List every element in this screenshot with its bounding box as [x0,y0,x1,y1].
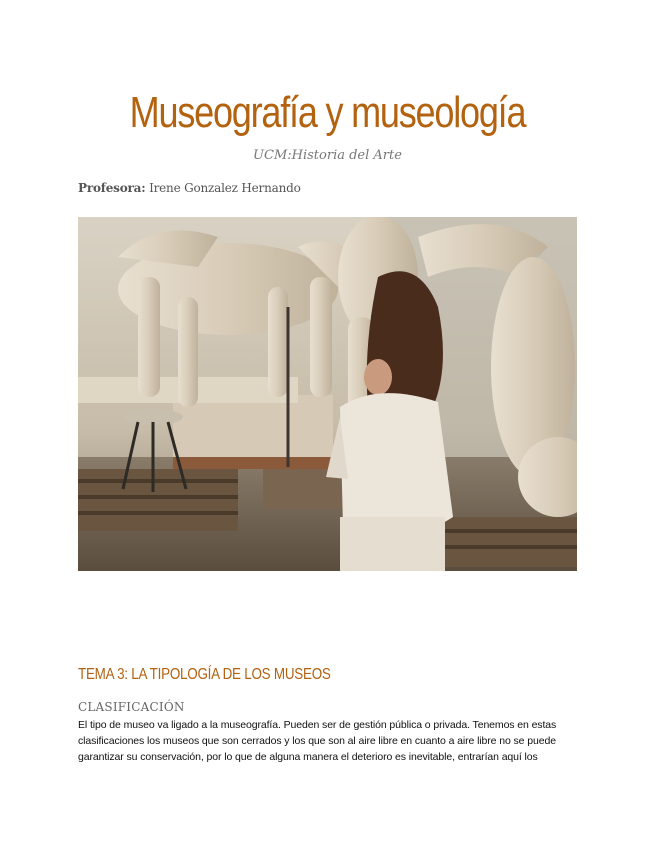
author-line [78,181,301,195]
body-text-line: garantizar su conservación, por lo que de alguna manera el deterioro es inevitable, entrarían aquí los [78,751,538,763]
author-name: Irene Gonzalez Hernando [149,181,301,195]
sub-heading: CLASIFICACIÓN [78,700,185,714]
wooden-pallet [78,469,238,531]
subtitle: UCM:Historia del Arte [253,148,402,163]
wooden-pallet [438,517,577,567]
section-heading: TEMA 3: LA TIPOLOGÍA DE LOS MUSEOS [78,666,331,683]
museum-photo [78,217,577,571]
body-text-line: clasificaciones los museos que son cerrados y los que son al aire libre en cuanto a aire libre no se puede [78,735,556,747]
page-title: Museografía y museología [129,88,526,137]
body-text-line: El tipo de museo va ligado a la museografía. Pueden ser de gestión pública o privada. Tenemos en estas [78,719,557,731]
author-label: Profesora: [78,181,146,195]
